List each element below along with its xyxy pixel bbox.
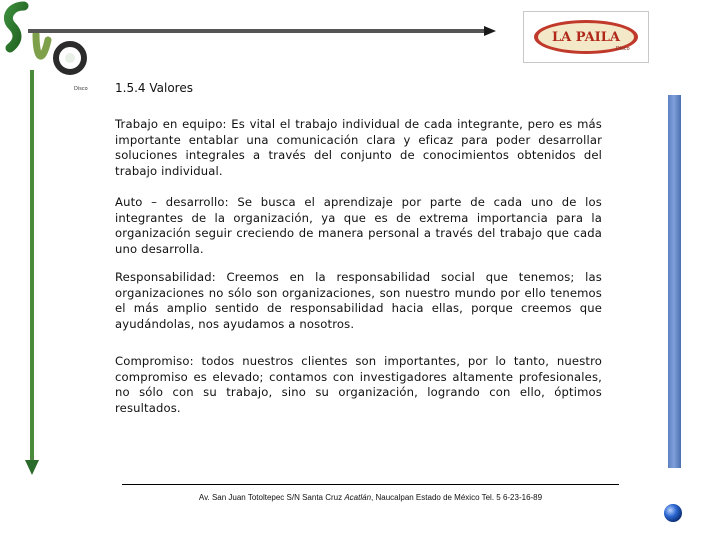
value-paragraph-responsibility <box>115 270 602 332</box>
footer-address-b: Acatlán <box>344 493 372 502</box>
top-arrow-line <box>28 26 496 36</box>
footer-address-a: Av. San Juan Totoltepec S/N Santa Cruz <box>198 493 345 502</box>
vertical-arrow-line <box>24 70 40 475</box>
blue-ball-icon <box>662 502 684 524</box>
document-content <box>115 80 602 415</box>
footer-divider <box>122 484 619 485</box>
value-paragraph-teamwork <box>115 117 602 179</box>
sinco-logo <box>0 0 92 95</box>
la-paila-text: LA PAILA <box>552 30 620 45</box>
section-title: 1.5.4 Valores <box>115 81 193 95</box>
value-text: Creemos en la responsabilidad social que tenemos; las organizaciones no sólo son organizaciones, son nuestro mundo por ello tenemos el más amplio sentido de responsabilidad hacia ellas, porque creemos que ayudándolas, nos ayudamos a nosotros. <box>115 270 602 331</box>
value-term: Auto – desarrollo: <box>115 195 229 209</box>
la-paila-logo <box>523 11 649 63</box>
value-text: Es vital el trabajo individual de cada integrante, pero es más importante entablar una comunicación clara y eficaz para poder desarrollar soluciones integrales a través del conjunto de conocimientos obtenidos del trabajo individual. <box>115 117 602 178</box>
value-paragraph-self-development <box>115 195 602 257</box>
value-paragraph-commitment <box>115 354 602 416</box>
svg-text:Disco: Disco <box>74 86 88 92</box>
footer-address <box>122 493 619 502</box>
la-paila-emblem-icon <box>524 12 648 62</box>
value-term: Responsabilidad: <box>115 270 216 284</box>
right-accent-bar <box>668 95 681 468</box>
value-text: todos nuestros clientes son importantes, por lo tanto, nuestro compromiso es elevado; contamos con investigadores altamente profesionales, no sólo con su trabajo, sino su organización, logrando con ello, óptimos resultados. <box>115 354 602 415</box>
value-term: Compromiso: <box>115 354 194 368</box>
la-paila-tag: Disco <box>616 46 630 52</box>
footer-address-c: , Naucalpan Estado de México Tel. 5 6-23-16-89 <box>371 493 543 502</box>
value-term: Trabajo en equipo: <box>115 117 227 131</box>
value-text: Se busca el aprendizaje por parte de cada uno de los integrantes de la organización, ya que es de extrema importancia para la organización seguir creciendo de manera personal a través del trabajo que cada uno desarrolla. <box>115 195 602 256</box>
